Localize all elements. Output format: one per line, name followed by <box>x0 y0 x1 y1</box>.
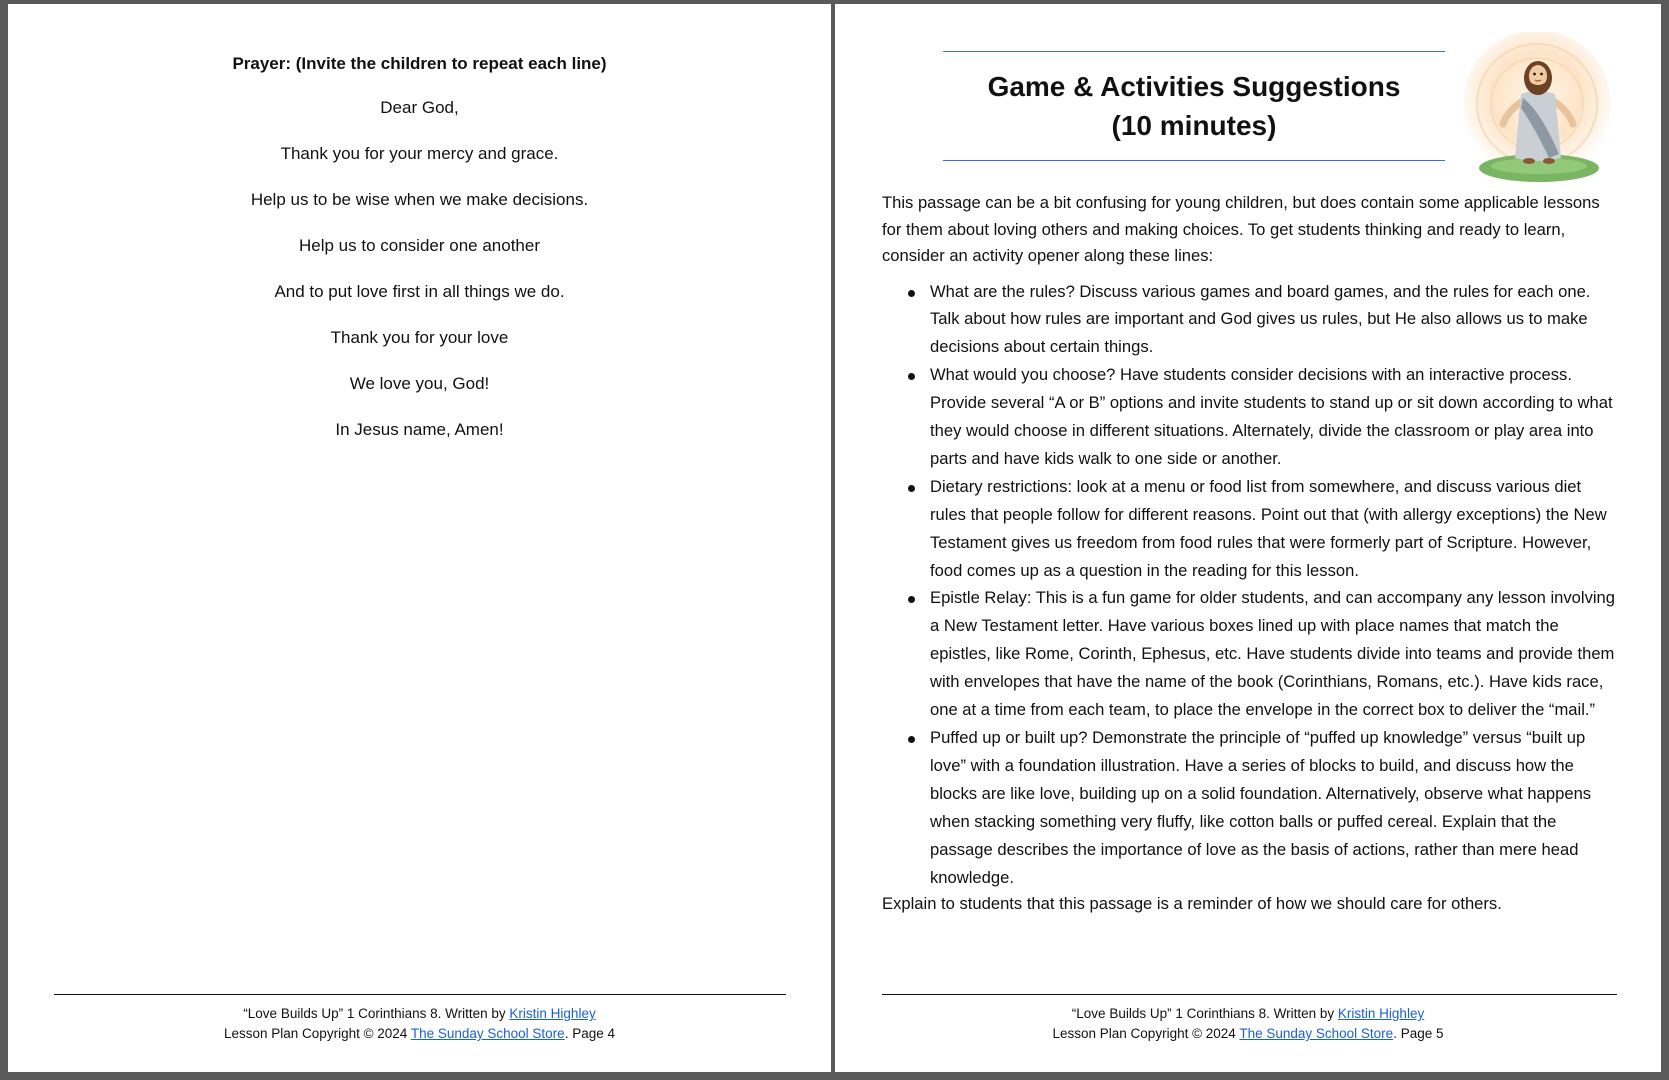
activity-item: Dietary restrictions: look at a menu or food list from somewhere, and discuss various diet rules that people follow for different reasons. Point out that (with allergy exceptions) the New Testament gives us freedom from food rules that were formerly part of Scripture. However, food comes up as a question in the reading for this lesson. <box>930 473 1617 585</box>
footer-line-2 <box>835 1024 1661 1044</box>
footer-copyright-text: Lesson Plan Copyright © 2024 <box>224 1026 411 1041</box>
activity-item: Puffed up or built up? Demonstrate the principle of “puffed up knowledge” versus “built up love” with a foundation illustration. Have a series of blocks to build, and discuss how the blocks are like love, building up on a solid foundation. Alternatively, observe what happens when stacking something very fluffy, like cotton balls or puffed cereal. Explain that the passage describes the importance of love as the basis of actions, rather than mere head knowledge. <box>930 724 1617 891</box>
prayer-section <box>8 54 831 463</box>
intro-paragraph: This passage can be a bit confusing for young children, but does contain some applicable lessons for them about loving others and making choices. To get students thinking and ready to learn, consider an activity opener along these lines: <box>882 193 1600 265</box>
prayer-line: Dear God, <box>380 98 459 117</box>
page-footer <box>8 1004 831 1044</box>
section-title-line-1: Game & Activities Suggestions <box>987 71 1401 102</box>
prayer-line: Help us to consider one another <box>299 236 540 255</box>
section-title <box>943 67 1445 145</box>
activities-body <box>882 190 1617 918</box>
store-link[interactable]: The Sunday School Store <box>1239 1026 1394 1041</box>
prayer-heading: Prayer: (Invite the children to repeat each line) <box>232 54 607 73</box>
title-rule-bottom <box>943 160 1445 161</box>
prayer-line: We love you, God! <box>349 374 490 393</box>
activity-item: Epistle Relay: This is a fun game for older students, and can accompany any lesson involving a New Testament letter. Have various boxes lined up with place names that match the epistles, like Rome, Corinth, Ephesus, etc. Have students divide into teams and provide them with envelopes that have the name of the book (Corinthians, Romans, etc.). Have kids race, one at a time from each team, to place the envelope in the correct box to deliver the “mail.” <box>930 584 1617 724</box>
section-title-line-2: (10 minutes) <box>1111 110 1277 141</box>
footer-credit-text: “Love Builds Up” 1 Corinthians 8. Written by <box>1071 1006 1338 1021</box>
page-footer <box>835 1004 1661 1044</box>
footer-copyright-text: Lesson Plan Copyright © 2024 <box>1052 1026 1240 1041</box>
page-number: . Page 5 <box>1393 1026 1444 1041</box>
document-page-5 <box>835 4 1661 1072</box>
closing-paragraph: Explain to students that this passage is a reminder of how we should care for others. <box>882 894 1502 914</box>
document-page-4 <box>8 4 831 1072</box>
prayer-line: Help us to be wise when we make decisions. <box>250 190 589 209</box>
footer-line-1 <box>835 1004 1661 1024</box>
prayer-line: Thank you for your mercy and grace. <box>280 144 559 163</box>
store-link[interactable]: The Sunday School Store <box>410 1026 565 1041</box>
footer-divider <box>882 994 1617 995</box>
prayer-line: Thank you for your love <box>330 328 509 347</box>
prayer-line: In Jesus name, Amen! <box>335 420 504 439</box>
footer-divider <box>54 994 786 995</box>
jesus-illustration <box>1459 32 1615 184</box>
footer-line-2 <box>8 1024 831 1044</box>
author-link[interactable]: Kristin Highley <box>509 1006 596 1021</box>
footer-credit-text: “Love Builds Up” 1 Corinthians 8. Written by <box>243 1006 510 1021</box>
page-number: . Page 4 <box>564 1026 615 1041</box>
prayer-line: And to put love first in all things we do. <box>274 282 565 301</box>
footer-line-1 <box>8 1004 831 1024</box>
author-link[interactable]: Kristin Highley <box>1337 1006 1425 1021</box>
title-rule-top <box>943 51 1445 52</box>
activity-item: What are the rules? Discuss various games and board games, and the rules for each one. Talk about how rules are important and God gives us rules, but He also allows us to make decisions about certain things. <box>930 278 1617 362</box>
activity-list <box>882 278 1617 892</box>
activity-item: What would you choose? Have students consider decisions with an interactive process. Provide several “A or B” options and invite students to stand up or sit down according to what they would choose in different situations. Alternately, divide the classroom or play area into parts and have kids walk to one side or another. <box>930 361 1617 473</box>
